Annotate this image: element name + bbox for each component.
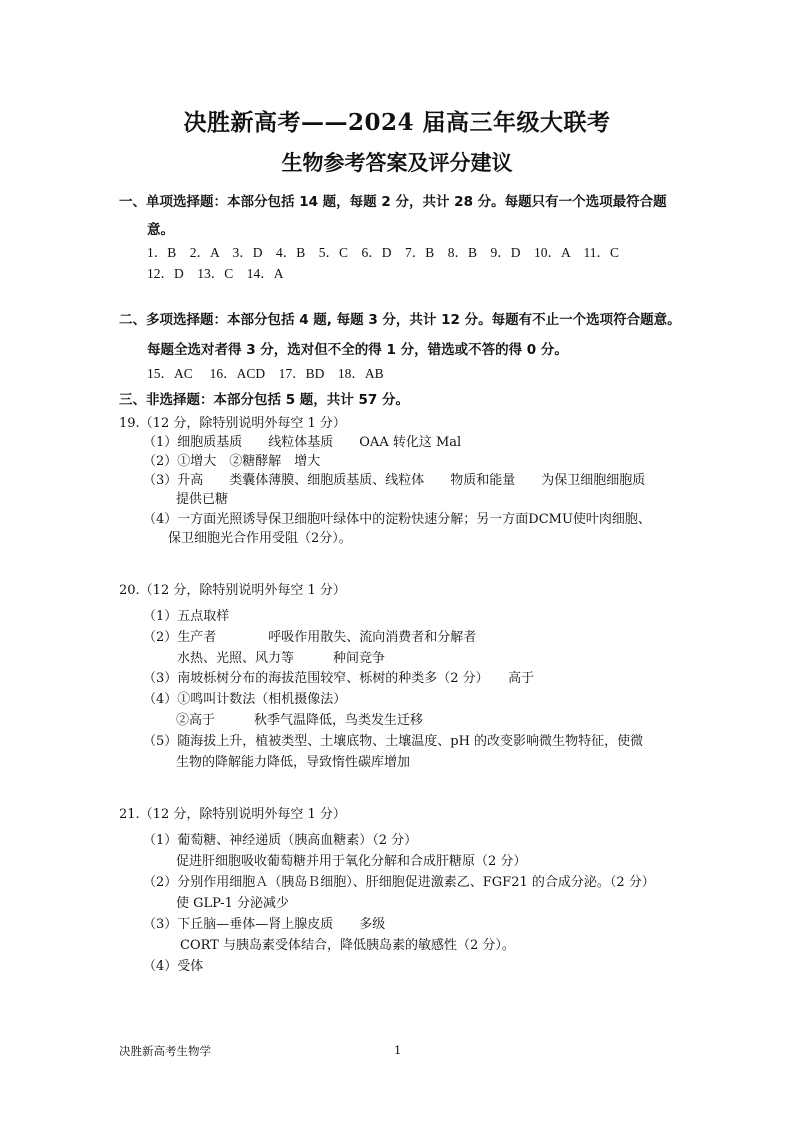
q19-part3-line2: 提供已糖 bbox=[176, 492, 229, 507]
q20-header: 20.（12 分，除特别说明外每空 1 分） bbox=[119, 583, 346, 598]
q19-part2: （2）①增大 ②糖酵解 增大 bbox=[143, 454, 321, 469]
section1-answers-line1: 1．B 2．A 3．D 4．B 5．C 6．D 7．B 8．B 9．D 10．A 11．C bbox=[147, 245, 620, 260]
q21-part1-line1: （1）葡萄糖、神经递质（胰高血糖素）（2 分） bbox=[143, 833, 418, 848]
q19-part4-line1: （4）一方面光照诱导保卫细胞叶绿体中的淀粉快速分解；另一方面DCMU使叶肉细胞、 bbox=[143, 512, 651, 527]
q19-part1: （1）细胞质基质 线粒体基质 OAA 转化这 Mal bbox=[143, 435, 462, 450]
q19-header: 19.（12 分，除特别说明外每空 1 分） bbox=[119, 416, 346, 431]
q19-part4-line2: 保卫细胞光合作用受阻（2分）。 bbox=[168, 531, 352, 546]
q20-part5-line1: （5）随海拔上升，植被类型、土壤底物、土壤温度、pH 的改变影响微生物特征，使微 bbox=[143, 734, 644, 749]
section3-heading: 三、非选择题：本部分包括 5 题，共计 57 分。 bbox=[119, 392, 409, 408]
q21-part2-line1: （2）分别作用细胞Ａ（胰岛Ｂ细胞）、肝细胞促进激素乙、FGF21 的合成分泌。（2 分） bbox=[143, 875, 655, 890]
q21-part1-line2: 促进肝细胞吸收葡萄糖并用于氧化分解和合成肝糖原（2 分） bbox=[176, 854, 527, 869]
section1-heading-line1: 一、单项选择题：本部分包括 14 题，每题 2 分，共计 28 分。每题只有一个选项最符合题 bbox=[119, 194, 667, 210]
q20-part4-line1: （4）①鸣叫计数法（相机摄像法） bbox=[143, 692, 347, 707]
section2-heading-line2: 每题全选对者得 3 分，选对但不全的得 1 分，错选或不答的得 0 分。 bbox=[147, 342, 568, 358]
section2-heading-line1: 二、多项选择题：本部分包括 4 题, 每题 3 分，共计 12 分。每题有不止一个选项符合题意。 bbox=[119, 312, 681, 328]
q20-part1: （1）五点取样 bbox=[143, 609, 230, 624]
page-number: 1 bbox=[394, 1043, 402, 1057]
q21-header: 21.（12 分，除特别说明外每空 1 分） bbox=[119, 807, 346, 822]
section1-answers-line2: 12．D 13．C 14．A bbox=[147, 266, 284, 281]
q21-part4: （4）受体 bbox=[143, 959, 204, 974]
section1-heading-line2: 意。 bbox=[147, 222, 174, 238]
q19-part3-line1: （3）升高 类囊体薄膜、细胞质基质、线粒体 物质和能量 为保卫细胞细胞质 bbox=[143, 473, 646, 488]
page-title: 决胜新高考——2024 届高三年级大联考 bbox=[183, 109, 611, 136]
q21-part3-line2: CORT 与胰岛素受体结合，降低胰岛素的敏感性（2 分）。 bbox=[180, 938, 515, 953]
q21-part2-line2: 使 GLP-1 分泌减少 bbox=[176, 896, 289, 911]
q20-part2-line2: 水热、光照、风力等 种间竞争 bbox=[177, 651, 386, 666]
q20-part5-line2: 生物的降解能力降低，导致惰性碳库增加 bbox=[176, 755, 411, 770]
q20-part3: （3）南坡栎树分布的海拔范围较窄、栎树的种类多（2 分） 高于 bbox=[143, 671, 535, 686]
q20-part4-line2: ②高于 秋季气温降低，鸟类发生迁移 bbox=[176, 713, 424, 728]
section2-answers: 15．AC 16．ACD 17．BD 18．AB bbox=[147, 366, 384, 381]
q21-part3-line1: （3）下丘脑—垂体—肾上腺皮质 多级 bbox=[143, 917, 386, 932]
q20-part2-line1: （2）生产者 呼吸作用散失、流向消费者和分解者 bbox=[143, 630, 477, 645]
footer-left: 决胜新高考生物学 bbox=[119, 1044, 211, 1058]
page-subtitle: 生物参考答案及评分建议 bbox=[281, 150, 513, 175]
